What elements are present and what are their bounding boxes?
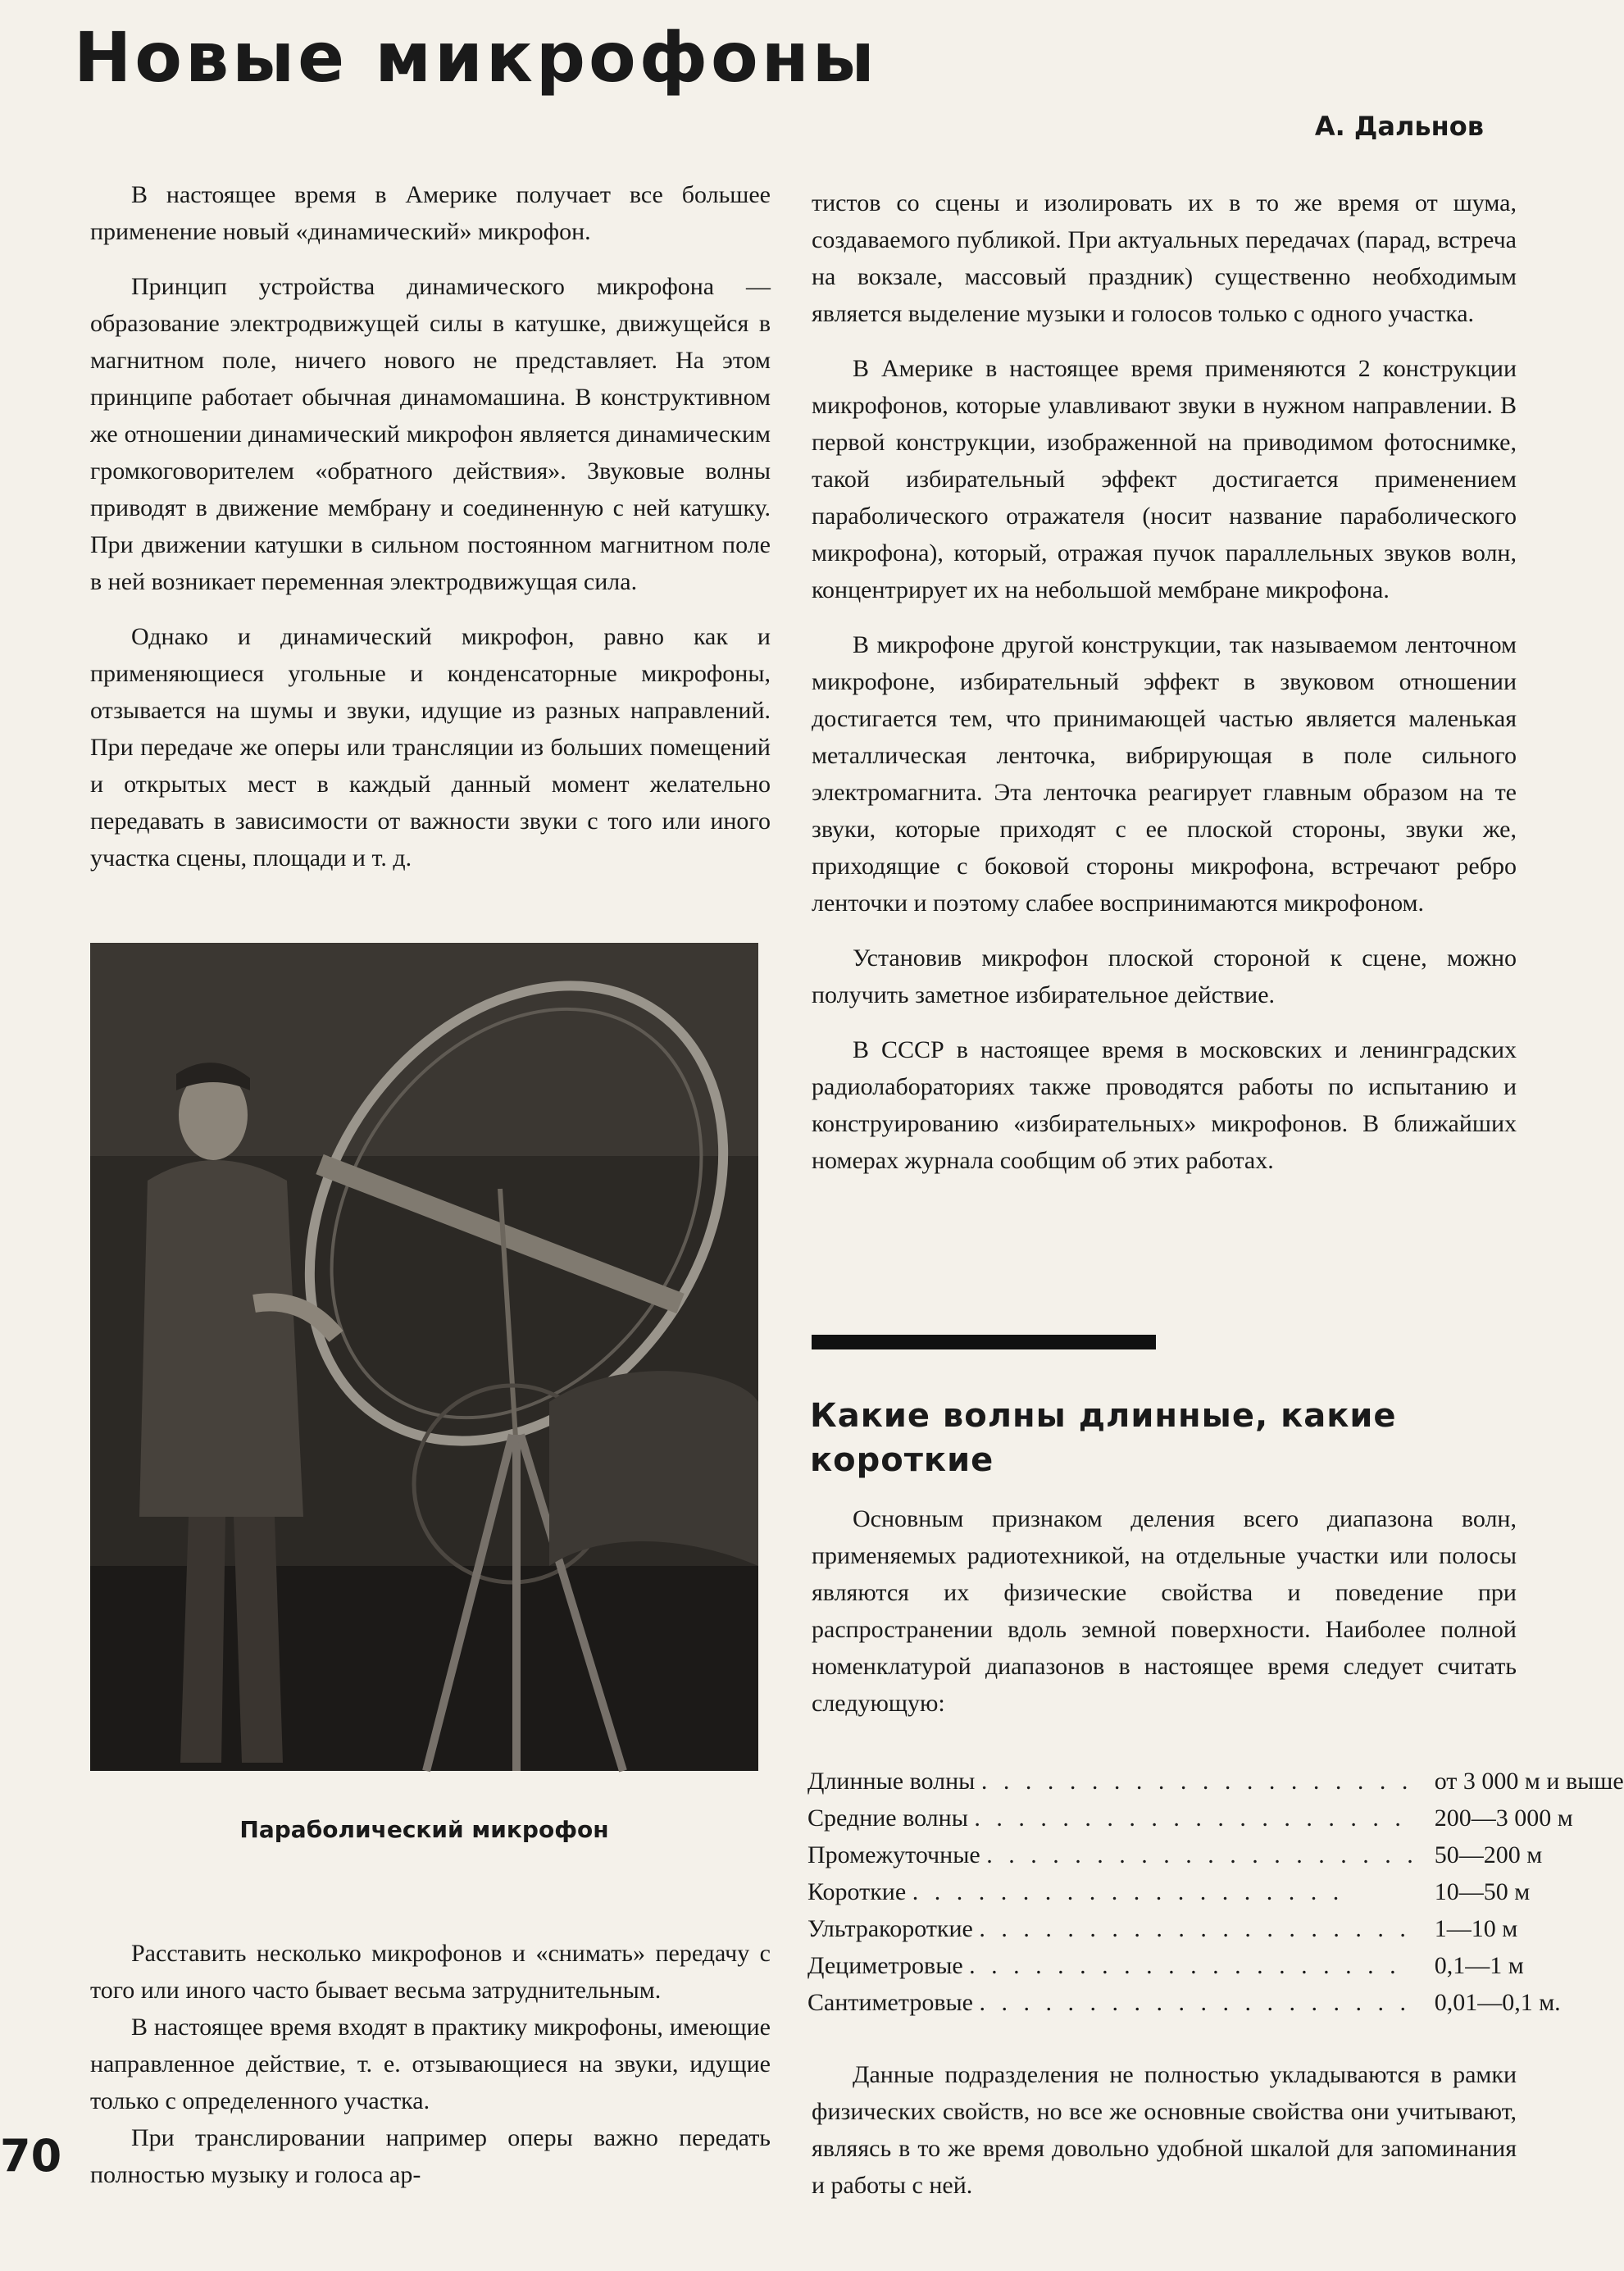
band-name: Промежуточные	[807, 1841, 980, 1868]
right-column	[812, 184, 1517, 1197]
band-range: 200—3 000 м	[1434, 1805, 1573, 1832]
paragraph: Принцип устройства динамического микрофона — образование электродвижущей силы в катушке, движущейся в магнитном поле, ничего нового не представляет. На этом принципе работает обычная динамомашина. В конструктивном же отношении динамический микрофон является динамическим громкоговорителем «обратного действия». Звуковые волны приводят в движение мембрану и соединенную с ней катушку. При движении катушки в сильном постоянном магнитном поле в ней возникает переменная электродвижущая сила.	[90, 273, 771, 595]
wave-bands-table	[807, 1763, 1624, 2021]
band-range: 0,1—1 м	[1434, 1952, 1524, 1979]
left-column	[90, 176, 771, 894]
table-row	[807, 1947, 1624, 1984]
dot-leader: . . . . . . . . . . . . . . . . . . . .	[979, 1989, 1411, 2016]
paragraph: В микрофоне другой конструкции, так называемом ленточном микрофоне, избирательный эффект в звуковом отношении достигается тем, что принимающей частью является маленькая металлическая ленточка, вибрирующая в поле сильного электромагнита. Эта ленточка реагирует главным образом на те звуки, которые приходят с ее плоской стороны, звуки же, приходящие с боковой стороны микрофона, встречают ребро ленточки и поэтому слабее воспринимаются микрофоном.	[812, 631, 1517, 917]
second-article-title: Какие волны длинные, какие короткие	[810, 1397, 1397, 1479]
paragraph: В настоящее время входят в практику микрофоны, имеющие направленное действие, т. е. отзывающиеся на звуки, идущие только с определенного участка.	[90, 2014, 771, 2114]
dot-leader: . . . . . . . . . . . . . . . . . . . .	[979, 1915, 1411, 1942]
photo-caption: Параболический микрофон	[239, 1816, 609, 1843]
dot-leader: . . . . . . . . . . . . . . . . . . . .	[969, 1952, 1401, 1979]
table-row	[807, 1984, 1624, 2021]
table-row	[807, 1836, 1624, 1873]
paragraph: В СССР в настоящее время в московских и ленинградских радиолабораториях также проводятся работы по испытанию и конструированию «избирательных» микрофонов. В ближайших номерах журнала сообщим об этих работах.	[812, 1036, 1517, 1174]
band-name: Средние волны	[807, 1805, 968, 1832]
band-range: 10—50 м	[1434, 1878, 1531, 1905]
paragraph: Расставить несколько микрофонов и «снимать» передачу с того или иного часто бывает весьма затруднительным.	[90, 1940, 771, 2004]
second-article-intro	[812, 1500, 1517, 1740]
table-row	[807, 1763, 1624, 1800]
article-title: Новые микрофоны	[74, 17, 878, 98]
paragraph: Однако и динамический микрофон, равно как и применяющиеся угольные и конденсаторные микрофоны, отзывается на шумы и звуки, идущие из разных направлений. При передаче же оперы или трансляции из больших помещений и открытых мест в каждый данный момент желательно передавать в зависимости от важности звуки с того или иного участка сцены, площади и т. д.	[90, 623, 771, 872]
band-name: Сантиметровые	[807, 1989, 973, 2016]
band-range: 1—10 м	[1434, 1915, 1518, 1942]
page-number: 70	[0, 2130, 62, 2182]
dot-leader: . . . . . . . . . . . . . . . . . . . .	[980, 1768, 1413, 1795]
band-name: Ультракороткие	[807, 1915, 973, 1942]
section-divider	[812, 1335, 1156, 1349]
photo-illustration	[90, 943, 758, 1771]
paragraph: В настоящее время в Америке получает все большее применение новый «динамический» микрофон.	[90, 181, 771, 245]
table-row	[807, 1800, 1624, 1836]
dot-leader: . . . . . . . . . . . . . . . . . . . .	[912, 1878, 1344, 1905]
band-range: 50—200 м	[1434, 1841, 1543, 1868]
dot-leader: . . . . . . . . . . . . . . . . . . . .	[986, 1841, 1418, 1868]
parabolic-microphone-photo	[90, 943, 758, 1771]
paragraph: При транслировании например оперы важно передать полностью музыку и голоса ар-	[90, 2124, 771, 2188]
second-article-conclusion	[812, 2056, 1517, 2222]
table-row	[807, 1873, 1624, 1910]
dot-leader: . . . . . . . . . . . . . . . . . . . .	[974, 1805, 1406, 1832]
band-name: Короткие	[807, 1878, 907, 1905]
paragraph: Основным признаком деления всего диапазона волн, применяемых радиотехникой, на отдельные участки или полосы являются их физические свойства и поведение при распространении вдоль земной поверхности. Наиболее полной номенклатурой диапазонов в настоящее время следует считать следующую:	[812, 1505, 1517, 1717]
paragraph: Данные подразделения не полностью укладываются в рамки физических свойств, но все же основные свойства они учитывают, являясь в то же время довольно удобной шкалой для запоминания и работы с ней.	[812, 2061, 1517, 2199]
band-name: Длинные волны	[807, 1768, 976, 1795]
article-author: А. Дальнов	[1314, 111, 1484, 142]
band-name: Дециметровые	[807, 1952, 963, 1979]
table-row	[807, 1910, 1624, 1947]
band-range: 0,01—0,1 м.	[1434, 1989, 1561, 2016]
band-range: от 3 000 м и выше	[1434, 1768, 1624, 1795]
paragraph: В Америке в настоящее время применяются 2 конструкции микрофонов, которые улавливают звуки в нужном направлении. В первой конструкции, изображенной на приводимом фотоснимке, такой избирательный эффект достигается применением параболического отражателя (носит название параболического микрофона), который, отражая пучок параллельных звуков волн, концентрирует их на небольшой мембране микрофона.	[812, 355, 1517, 603]
paragraph: тистов со сцены и изолировать их в то же время от шума, создаваемого публикой. При актуальных передачах (парад, встреча на вокзале, массовый праздник) существенно необходимым является выделение музыки и голосов только с одного участка.	[812, 189, 1517, 327]
paragraph: Установив микрофон плоской стороной к сцене, можно получить заметное избирательное действие.	[812, 944, 1517, 1008]
left-column-bottom	[90, 1935, 771, 2193]
